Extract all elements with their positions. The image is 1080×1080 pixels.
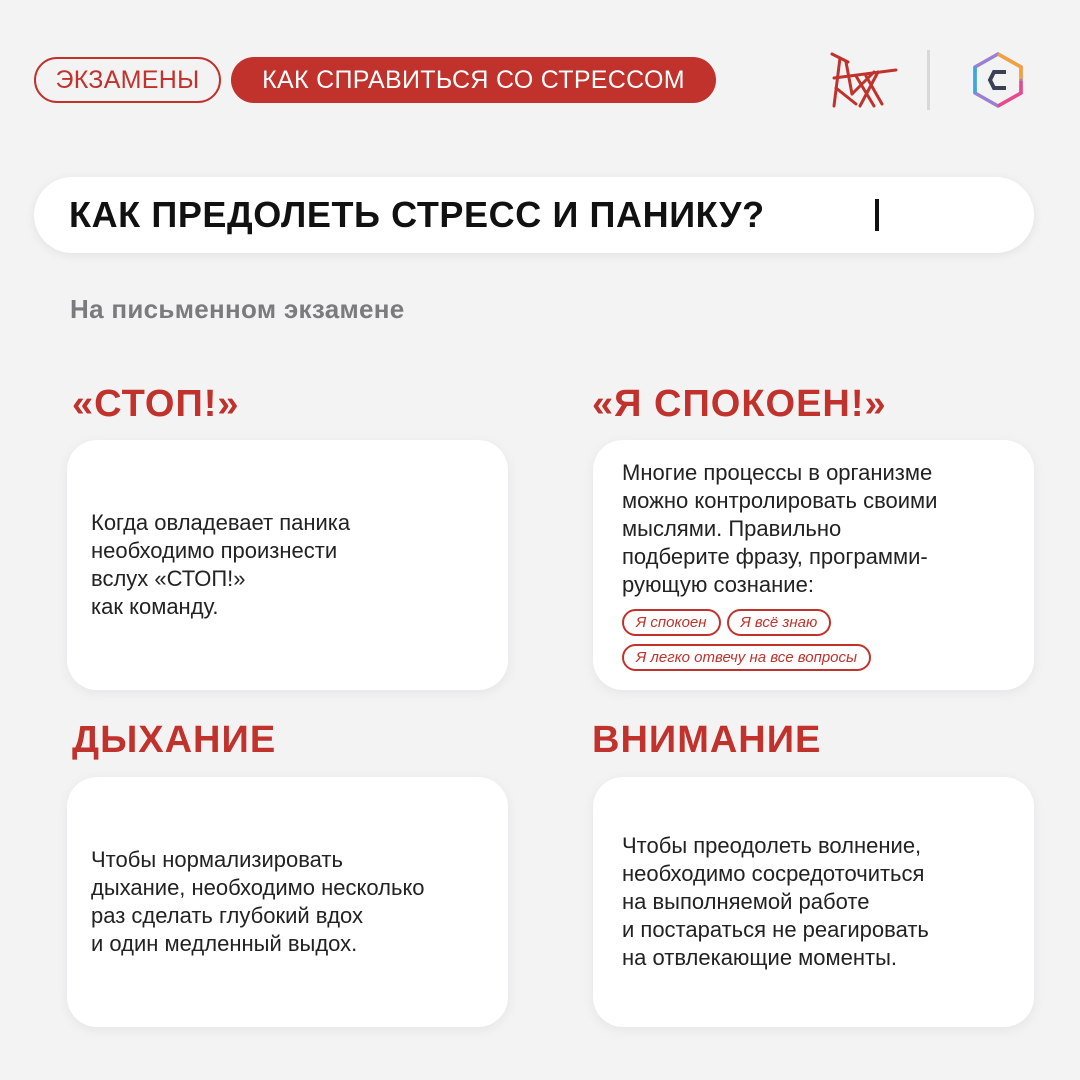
affirmation-tags	[622, 609, 1002, 671]
heading-calm: «Я СПОКОЕН!»	[592, 383, 887, 425]
hexagon-c-logo-icon	[970, 51, 1026, 109]
card-calm-text: Многие процессы в организме можно контролировать своими мыслями. Правильно подберите фразу, программи- рующую сознание:	[622, 460, 938, 597]
heading-stop: «СТОП!»	[72, 383, 240, 425]
heading-attention: ВНИМАНИЕ	[592, 719, 822, 761]
text-cursor-icon	[875, 199, 879, 231]
title-bar	[34, 177, 1034, 253]
logo-divider	[927, 50, 930, 110]
affirmation-tag[interactable]: Я всё знаю	[727, 609, 832, 636]
heading-breathing: ДЫХАНИЕ	[72, 719, 277, 761]
stress-topic-tag[interactable]: КАК СПРАВИТЬСЯ СО СТРЕССОМ	[231, 57, 716, 103]
card-stop	[67, 440, 508, 690]
card-stop-text: Когда овладевает паника необходимо произнести вслух «СТОП!» как команду.	[91, 510, 351, 619]
card-breathing	[67, 777, 508, 1027]
card-breathing-text: Чтобы нормализировать дыхание, необходимо несколько раз сделать глубокий вдох и один медленный выдох.	[91, 847, 425, 956]
chair-frame-logo-icon	[826, 48, 898, 112]
section-subtitle: На письменном экзамене	[70, 294, 405, 324]
card-calm	[593, 440, 1034, 690]
affirmation-tag[interactable]: Я легко отвечу на все вопросы	[622, 644, 871, 671]
card-attention	[593, 777, 1034, 1027]
exams-tag[interactable]: ЭКЗАМЕНЫ	[34, 57, 221, 103]
page-title: КАК ПРЕДОЛЕТЬ СТРЕСС И ПАНИКУ?	[69, 194, 765, 235]
affirmation-tag[interactable]: Я спокоен	[622, 609, 721, 636]
card-attention-text: Чтобы преодолеть волнение, необходимо сосредоточиться на выполняемой работе и постараться не реагировать на отвлекающие моменты.	[622, 833, 929, 970]
